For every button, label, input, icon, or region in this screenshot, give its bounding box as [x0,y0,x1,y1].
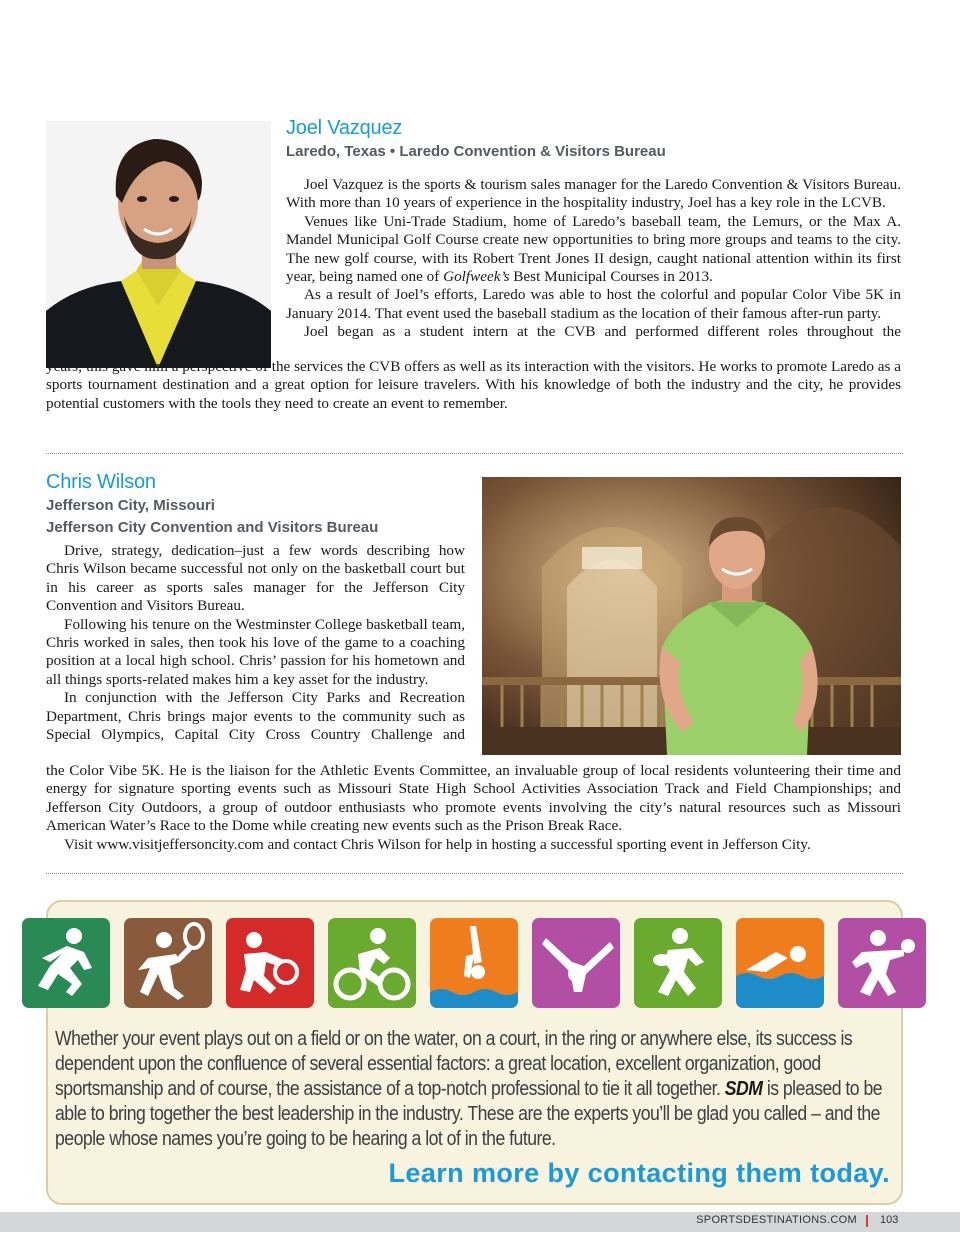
sport-icon-row [22,918,926,1008]
footer-separator [866,1215,868,1227]
joel-vazquez-name: Joel Vazquez [286,117,403,139]
joel-vazquez-bio [286,176,901,342]
section-divider [46,873,903,874]
chris-wilson-location: Jefferson City, Missouri [46,497,215,514]
joel-bio-paragraph-2: Venues like Uni-Trade Stadium, home of Laredo’s baseball team, the Lemurs, or the Max A. Mandel Municipal Golf Course create new opportunities to bring more groups and teams to the city. The new golf course, with its Robert Trent Jones II design, caught national attention within its first year, being named one of Golfweek’s Best Municipal Courses in 2013. [286,212,901,286]
football-icon [634,918,722,1008]
joel-vazquez-photo [46,121,271,368]
chris-bio-paragraph-3-start: In conjunction with the Jefferson City Parks and Recreation Department, Chris brings major events to the community such as Special Olympics, Capital City Cross Country Challenge and [46,689,465,744]
diving-icon [430,918,518,1008]
promo-call-to-action: Learn more by contacting them today. [388,1158,890,1188]
chris-bio-paragraph-3-end: the Color Vibe 5K. He is the liaison for the Athletic Events Committee, an invaluable group of local residents volunteering their time and energy for signature sporting events such as Missouri State High School Activities Association Track and Field Championships; and Jefferson City Outdoors, a group of outdoor enthusiasts who promote events involving the city’s natural resources such as Missouri American Water’s Race to the Dome while creating new events such as the Prison Break Race. [46,762,901,835]
joel-bio-paragraph-4-end: years; this gave him a perspective of the services the CVB offers as well as its interaction with the visitors. He works to promote Laredo as a sports tournament destination and a great option for leisure travelers. With his knowledge of both the industry and the city, he provides potential customers with the tools they need to create an event to remember. [46,358,901,412]
swimming-icon [736,918,824,1008]
joel-bio-paragraph-1: Joel Vazquez is the sports & tourism sales manager for the Laredo Convention & Visitors Bureau. With more than 10 years of experience in the hospitality industry, Joel has a key role in the LCVB. [286,176,901,212]
chris-bio-paragraph-2: Following his tenure on the Westminster College basketball team, Chris worked in sales, then took his love of the game to a coaching position at a local high school. Chris’ passion for his hometown and all things sports-related makes him a key asset for the industry. [46,615,465,688]
gymnastics-icon [532,918,620,1008]
joel-bio-paragraph-3: As a result of Joel’s efforts, Laredo was able to host the colorful and popular Color Vibe 5K in January 2014. That event used the baseball stadium as the location of their famous after-run party. [286,286,901,322]
page-number: 103 [880,1214,899,1226]
joel-vazquez-bio-continued [46,358,901,413]
chris-bio-paragraph-1: Drive, strategy, dedication–just a few words describing how Chris Wilson became successful not only on the basketball court but in his career as sports sales manager for the Jefferson City Convention and Visitors Bureau. [46,542,465,615]
chris-bio-paragraph-4: Visit www.visitjeffersoncity.com and contact Chris Wilson for help in hosting a successful sporting event in Jefferson City. [64,835,811,853]
boxing-icon [838,918,926,1008]
runner-icon [22,918,110,1008]
chris-wilson-organization: Jefferson City Convention and Visitors Bureau [46,519,379,536]
section-divider [46,453,903,454]
joel-bio-paragraph-4-start: Joel began as a student intern at the CVB and performed different roles throughout the [304,323,901,341]
sdm-label: SDM [724,1077,763,1100]
footer-website[interactable]: SPORTSDESTINATIONS.COM [696,1214,857,1226]
tennis-icon [124,918,212,1008]
chris-wilson-name: Chris Wilson [46,471,156,493]
chris-wilson-bio-continued [46,762,901,854]
chris-wilson-bio [46,542,465,744]
volleyball-icon [226,918,314,1008]
cycling-icon [328,918,416,1008]
chris-wilson-photo [482,477,901,755]
joel-vazquez-location: Laredo, Texas • Laredo Convention & Visitors Bureau [286,143,666,160]
promo-paragraph: Whether your event plays out on a field or on the water, on a court, in the ring or anywhere else, its success is dependent upon the confluence of several essential factors: a great location, excellent organization, good sportsmanship and of course, the assistance of a top-notch professional to tie it all together. SDM is pleased to be able to bring together the best leadership in the industry. These are the experts you’ll be glad you called – and the people whose names you’re going to be hearing a lot of in the future. [55,1027,883,1150]
